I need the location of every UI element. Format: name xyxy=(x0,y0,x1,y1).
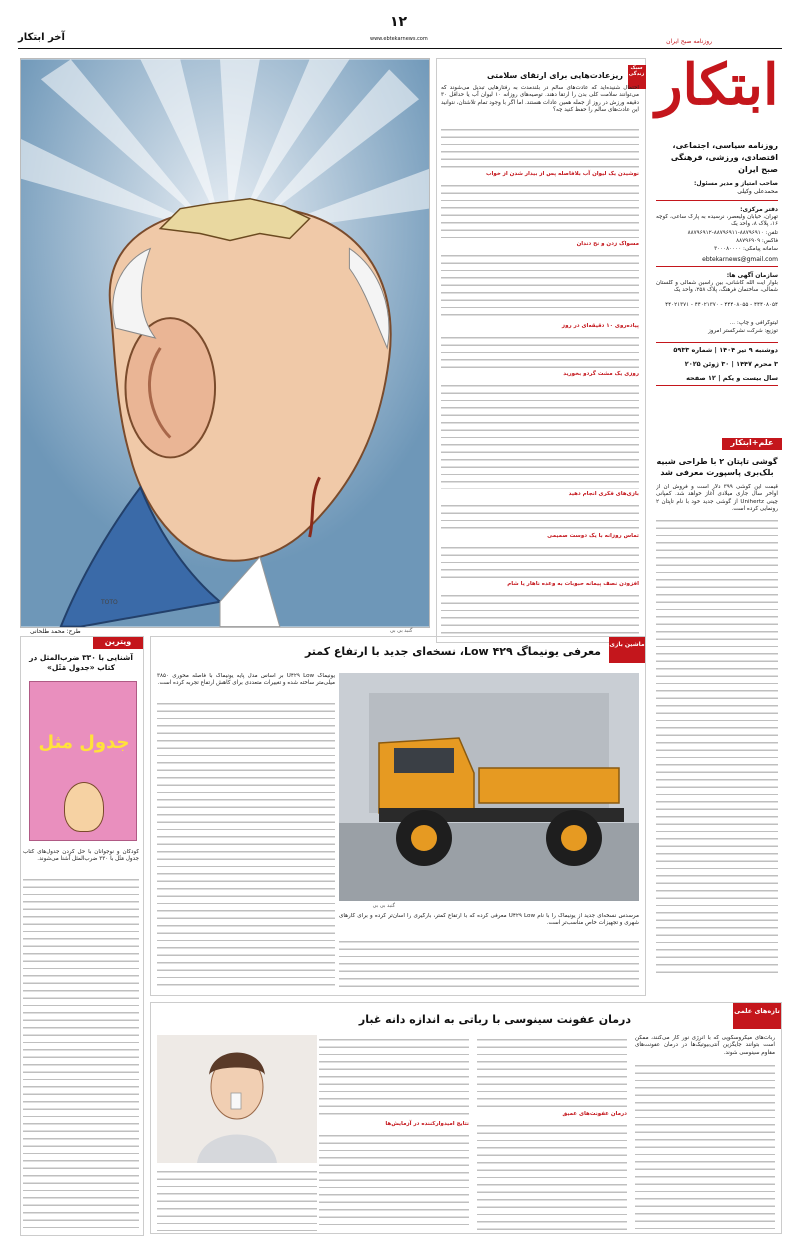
masthead-rule-1 xyxy=(656,200,778,201)
phone-article xyxy=(652,438,782,983)
masthead-print: لیتوگرافی و چاپ: ... xyxy=(729,320,778,326)
health-article-body-7 xyxy=(441,543,639,579)
phone-article-intro: قیمت این گوشی ۳۹۹ دلار است و فروش آن از اواخر سال جاری میلادی آغاز خواهد شد. کمپانی چینی Unihertz از گوشی جدید خود با نام تاپتان ۲ رونمایی کرده است. xyxy=(656,484,778,513)
phone-article-body xyxy=(656,516,778,976)
masthead-owner-name: محمدعلی وکیلی xyxy=(737,188,778,195)
science-article-title: درمان عفونت سینوسی با رباتی به اندازه دانه غبار xyxy=(358,1013,631,1026)
caricature-author-caption: طرح: محمد طلحانی xyxy=(30,628,81,635)
science-article-body-4 xyxy=(319,1035,469,1119)
health-subhead-friend: تماس روزانه با یک دوست صمیمی xyxy=(547,533,639,539)
science-photo-svg xyxy=(157,1035,317,1163)
science-article-body-1 xyxy=(635,1061,775,1231)
truck-article-body-left xyxy=(157,699,335,991)
masthead-rule-2 xyxy=(656,266,778,267)
truck-photo-caption: گنبد بی بی xyxy=(372,903,395,909)
truck-article-title: معرفی یونیماگ ۴۲۹ Low، نسخه‌ای جدید با ارتفاع کمتر xyxy=(304,645,601,658)
health-article-tag: سبک زندگی xyxy=(628,65,646,89)
science-article-body-3 xyxy=(477,1121,627,1231)
masthead-date-line-1: دوشنبه ۹ تیر ۱۴۰۴ | شماره ۵۹۳۳ xyxy=(673,346,778,354)
science-article-body-6 xyxy=(157,1167,317,1231)
page-section-title: آخر ابتکار xyxy=(18,32,65,43)
book-cover-character xyxy=(64,782,104,832)
truck-photo xyxy=(339,673,639,901)
masthead-subtitle: روزنامه سیاسی، اجتماعی، اقتصادی، ورزشی، فرهنگی صبح ایران xyxy=(670,141,778,174)
health-subhead-games: بازی‌های فکری انجام دهید xyxy=(568,491,639,497)
phone-article-title: گوشی تاپتان ۲ با طراحی شبیه بلک‌بری پاسپورت معرفی شد xyxy=(656,457,778,477)
masthead-distribution: توزیع: شرکت نشرگستر امروز xyxy=(708,328,778,334)
page-number: ۱۲ xyxy=(390,14,408,30)
caricature-svg xyxy=(21,59,429,627)
science-subhead-2: نتایج امیدوارکننده در آزمایش‌ها xyxy=(385,1121,469,1127)
health-article-body-1 xyxy=(441,125,639,169)
masthead-fax: فاکس: ۸۸۷۹۶۹۰۹ xyxy=(736,238,778,244)
truck-article-body-bottom xyxy=(339,937,639,991)
masthead-sms: سامانه پیامکی: ۳۰۰۰۸۰۰۰۰ xyxy=(714,246,778,252)
health-article-body-6 xyxy=(441,501,639,531)
masthead-date-box xyxy=(656,342,778,386)
health-article xyxy=(436,58,646,643)
book-cover xyxy=(29,681,137,841)
health-article-body-5 xyxy=(441,381,639,489)
book-article xyxy=(20,636,144,1236)
truck-article xyxy=(150,636,646,996)
masthead-date-line-2: ۳ محرم ۱۴۴۷ | ۳۰ ژوئن ۲۰۲۵ xyxy=(684,360,778,368)
masthead xyxy=(652,30,782,430)
masthead-office-label: دفتر مرکزی: xyxy=(740,206,778,213)
science-article-tag: تازه‌های علمی xyxy=(733,1003,781,1029)
health-article-body-3 xyxy=(441,251,639,321)
health-subhead-teeth: مسواک زدن و نخ دندان xyxy=(576,241,639,247)
website-url: www.ebtekarnews.com xyxy=(370,36,428,42)
masthead-owner-label: صاحب امتیاز و مدیر مسئول: xyxy=(694,180,778,187)
cartoonist-signature: TOTO xyxy=(101,599,118,606)
masthead-phone: تلفن: ۸۸۷۹۶۹۱۰-۸۸۷۹۶۹۱۱-۸۸۷۹۶۹۱۲ xyxy=(687,230,778,236)
health-article-title: ریزعادت‌هایی برای ارتقای سلامتی xyxy=(487,71,623,80)
masthead-date-line-3: سال بیست و یکم | ۱۲ صفحه xyxy=(686,374,778,382)
health-subhead-beans: افزودن نصف پیمانه حبوبات به وعده ناهار یا شام xyxy=(507,581,639,587)
science-photo xyxy=(157,1035,317,1163)
health-article-body-4 xyxy=(441,333,639,369)
masthead-ads-label: سازمان آگهی ها: xyxy=(726,272,778,279)
truck-photo-svg xyxy=(339,673,639,901)
science-article-body-5 xyxy=(319,1131,469,1231)
masthead-email: ebtekarnews@gmail.com xyxy=(702,256,778,263)
health-article-intro: احتمال شنیده‌اید که عادت‌های سالم در بلندمدت به رفتارهایی تبدیل می‌شوند که می‌توانند سلامت کلی بدن را ارتقا دهند. توصیه‌های روزانه ۱۰ لیوان آب یا حداقل ۳۰ دقیقه ورزش در روز از جمله همین عادات هستند. اما اگر با وجود تمام تلاشتان، نتوانید این عادت‌های سالم را حفظ کنید چه؟ xyxy=(441,85,639,114)
caricature-source-caption: گنبد بی بی xyxy=(390,628,413,634)
caricature-illustration xyxy=(20,58,430,628)
health-subhead-water: نوشیدن یک لیوان آب بلافاصله پس از بیدار شدن از خواب xyxy=(485,171,639,177)
health-article-body-2 xyxy=(441,181,639,239)
science-article-body-2 xyxy=(477,1035,627,1109)
book-article-intro: کودکان و نوجوانان با حل کردن جدول‌های کتاب جدول مَثَل با ۳۳۰ ضرب‌المثل آشنا می‌شوند. xyxy=(23,849,139,863)
health-subhead-walnut: روزی یک مشت گردو بخورید xyxy=(563,371,639,377)
truck-article-tag: ماشین بازی xyxy=(609,637,645,663)
book-article-tag: ویترین xyxy=(93,637,143,649)
masthead-logo-note: روزنامه صبح ایران xyxy=(666,38,712,45)
phone-article-tag: علم+ابتکار xyxy=(722,438,782,450)
science-article xyxy=(150,1002,782,1234)
book-cover-title: جدول مثل xyxy=(38,732,130,753)
masthead-office-text: تهران، خیابان ولیعصر، نرسیده به پارک ساعی، کوچه ۱۶، پلاک ۸، واحد یک xyxy=(656,214,778,228)
health-article-body-8 xyxy=(441,591,639,639)
truck-article-lead: یونیماگ U۴۲۹ Low بر اساس مدل پایه یونیماگ با فاصله محوری ۳۸۵۰ میلی‌متر ساخته شده و تغییرات متعددی برای کاهش ارتفاع تجربه کرده است. xyxy=(157,673,335,687)
science-article-intro: ربات‌های میکروسکوپی که با انرژی نور کار می‌کنند، ممکن است بتوانند جایگزین آنتی‌بیوتیک‌ها در درمان عفونت‌های مقاوم سینوسی شوند. xyxy=(635,1035,775,1056)
science-subhead-1: درمان عفونت‌های عمیق xyxy=(562,1111,627,1117)
book-article-body xyxy=(23,875,139,1231)
book-article-title: آشنایی با ۳۳۰ ضرب‌المثل در کتاب «جدول مَثَل» xyxy=(29,653,133,672)
masthead-logo: ابتکار xyxy=(655,52,779,118)
truck-article-bottom-text: مرسدس نسخه‌ای جدید از یونیماگ را با نام U۴۲۹ Low معرفی کرده که با ارتفاع کمتر، بارگیری را آسان‌تر کرده و برای کارهای شهری و تجهیزات خاص مناسب‌تر است. xyxy=(339,913,639,927)
masthead-ads-text: بلوار آیت الله کاشانی، بین راسین شمالی و گلستان شمالی، ساختمان فرهنگ، پلاک ۲۵۸، واحد یک xyxy=(656,280,778,294)
health-subhead-walk: پیاده‌روی ۱۰ دقیقه‌ای در روز xyxy=(561,323,639,329)
masthead-ads-phone: ۴۴۴۰۸۰۵۴ - ۴۴۴۰۸۰۵۵ - ۴۴۰۲۱۳۷۰ - ۴۴۰۲۱۳۷۱ xyxy=(665,302,778,308)
